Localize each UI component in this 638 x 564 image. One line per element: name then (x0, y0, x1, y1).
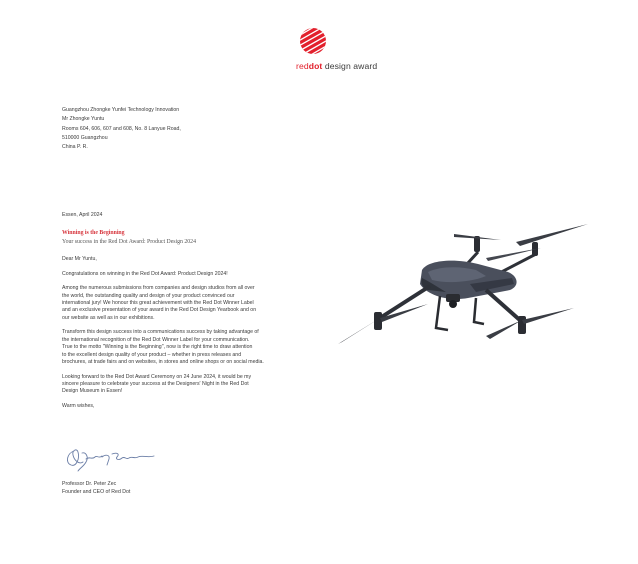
body-line: the international recognition of the Red Dot Winner Label for your communication. (62, 336, 250, 343)
signatory-name: Professor Dr. Peter Zec (62, 481, 117, 487)
recipient-address (62, 106, 181, 152)
address-line: Guangzhou Zhongke Yunfei Technology Innovation (62, 107, 180, 113)
address-line: China P. R. (62, 144, 88, 151)
letter-subject (62, 229, 196, 246)
body-line: Among the numerous submissions from companies and design studios from all over (62, 285, 255, 292)
drone-body (420, 261, 517, 308)
subject-subline: Your success in the Red Dot Award: Product Design 2024 (62, 238, 196, 245)
letter-body (62, 256, 298, 418)
address-line: Rooms 604, 606, 607 and 608, No. 8 Lanyue Road, (62, 125, 181, 132)
body-line: international jury! We honour this great achievement with the Red Dot Winner Label (62, 300, 254, 306)
body-line: Looking forward to the Red Dot Award Ceremony on 24 June 2024, it would be my (62, 373, 252, 380)
subject-headline: Winning is the Beginning (62, 230, 125, 236)
address-line: 510000 Guangzhou (62, 134, 108, 141)
body-line: the world, the outstanding quality and design of your product convinced our (62, 292, 235, 299)
red-dot-logo-icon (299, 27, 327, 55)
address-line: Mr Zhongke Yuntu (62, 116, 105, 123)
signatory-block (62, 480, 130, 496)
red-dot-logo (296, 27, 386, 75)
salutation: Dear Mr Yuntu, (62, 256, 97, 262)
congratulations-line: Congratulations on winning in the Red Dot Award: Product Design 2024! (62, 270, 228, 277)
body-line: Transform this design success into a communications success by taking advantage of (62, 329, 259, 336)
body-line: True to the motto "Winning is the Beginning", now is the right time to draw attention (62, 344, 253, 351)
body-line: sincere pleasure to celebrate your success at the Designers' Night in the Red Dot (62, 381, 249, 388)
drone-photo (336, 218, 592, 358)
handwritten-signature (62, 443, 162, 473)
body-line: brochures, at trade fairs and on websites, in stores and online shops or on social media. (62, 359, 264, 366)
body-line: our website as well as in our exhibitions. (62, 314, 155, 321)
drone-landing-legs (436, 296, 484, 330)
body-line: to the excellent design quality of your product – whether in press releases and (62, 351, 242, 358)
letter-date: Essen, April 2024 (62, 212, 103, 218)
signatory-title: Founder and CEO of Red Dot (62, 489, 131, 495)
body-line: Design Museum in Essen! (62, 388, 123, 395)
closing-line: Warm wishes, (62, 403, 95, 410)
logo-wordmark: reddot design award (296, 61, 378, 71)
body-line: and an exclusive presentation of your award in the Red Dot Design Yearbook and on (62, 307, 257, 314)
